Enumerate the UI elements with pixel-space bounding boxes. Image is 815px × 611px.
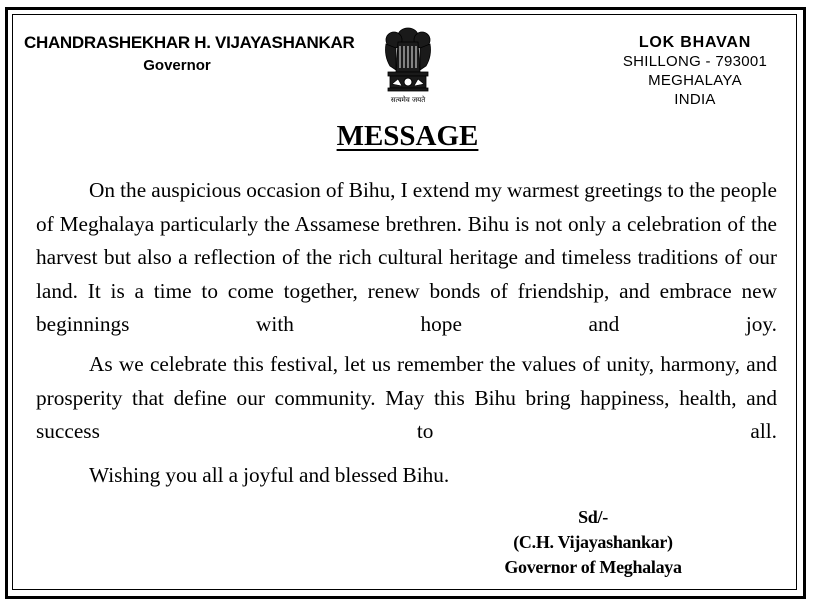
message-paragraph: [36, 348, 777, 449]
paragraph-text: On the auspicious occasion of Bihu, I extend my warmest greetings to the people of Meghalaya particularly the Assamese brethren. Bihu is not only a celebration of the harvest but also a reflection of the rich cultural heritage and timeless traditions of our land. It is a time to come together, renew bonds of friendship, and embrace new beginnings with hope and joy.: [36, 178, 777, 336]
address-block: [590, 33, 800, 109]
address-line: INDIA: [674, 91, 716, 108]
sender-title: Governor: [143, 57, 211, 74]
national-emblem-icon: [376, 26, 440, 108]
signature-designation: Governor of Meghalaya: [504, 557, 682, 577]
signature-block: [465, 505, 721, 580]
paragraph-text: As we celebrate this festival, let us remember the values of unity, harmony, and prosperity that define our community. May this Bihu bring happiness, health, and success to all.: [36, 352, 777, 443]
message-paragraph: [36, 174, 777, 342]
signature-name: (C.H. Vijayashankar): [513, 532, 673, 552]
emblem-motto: सत्यमेव जयते: [390, 96, 426, 104]
address-line: LOK BHAVAN: [638, 34, 752, 51]
page-title: MESSAGE: [336, 120, 479, 152]
sender-name: CHANDRASHEKHAR H. VIJAYASHANKAR: [24, 33, 355, 52]
address-line: MEGHALAYA: [648, 72, 742, 89]
signature-sd: Sd/-: [578, 507, 608, 527]
paragraph-text: Wishing you all a joyful and blessed Bihu.: [89, 463, 450, 487]
message-paragraph: [36, 459, 777, 493]
address-line: SHILLONG - 793001: [622, 53, 768, 70]
